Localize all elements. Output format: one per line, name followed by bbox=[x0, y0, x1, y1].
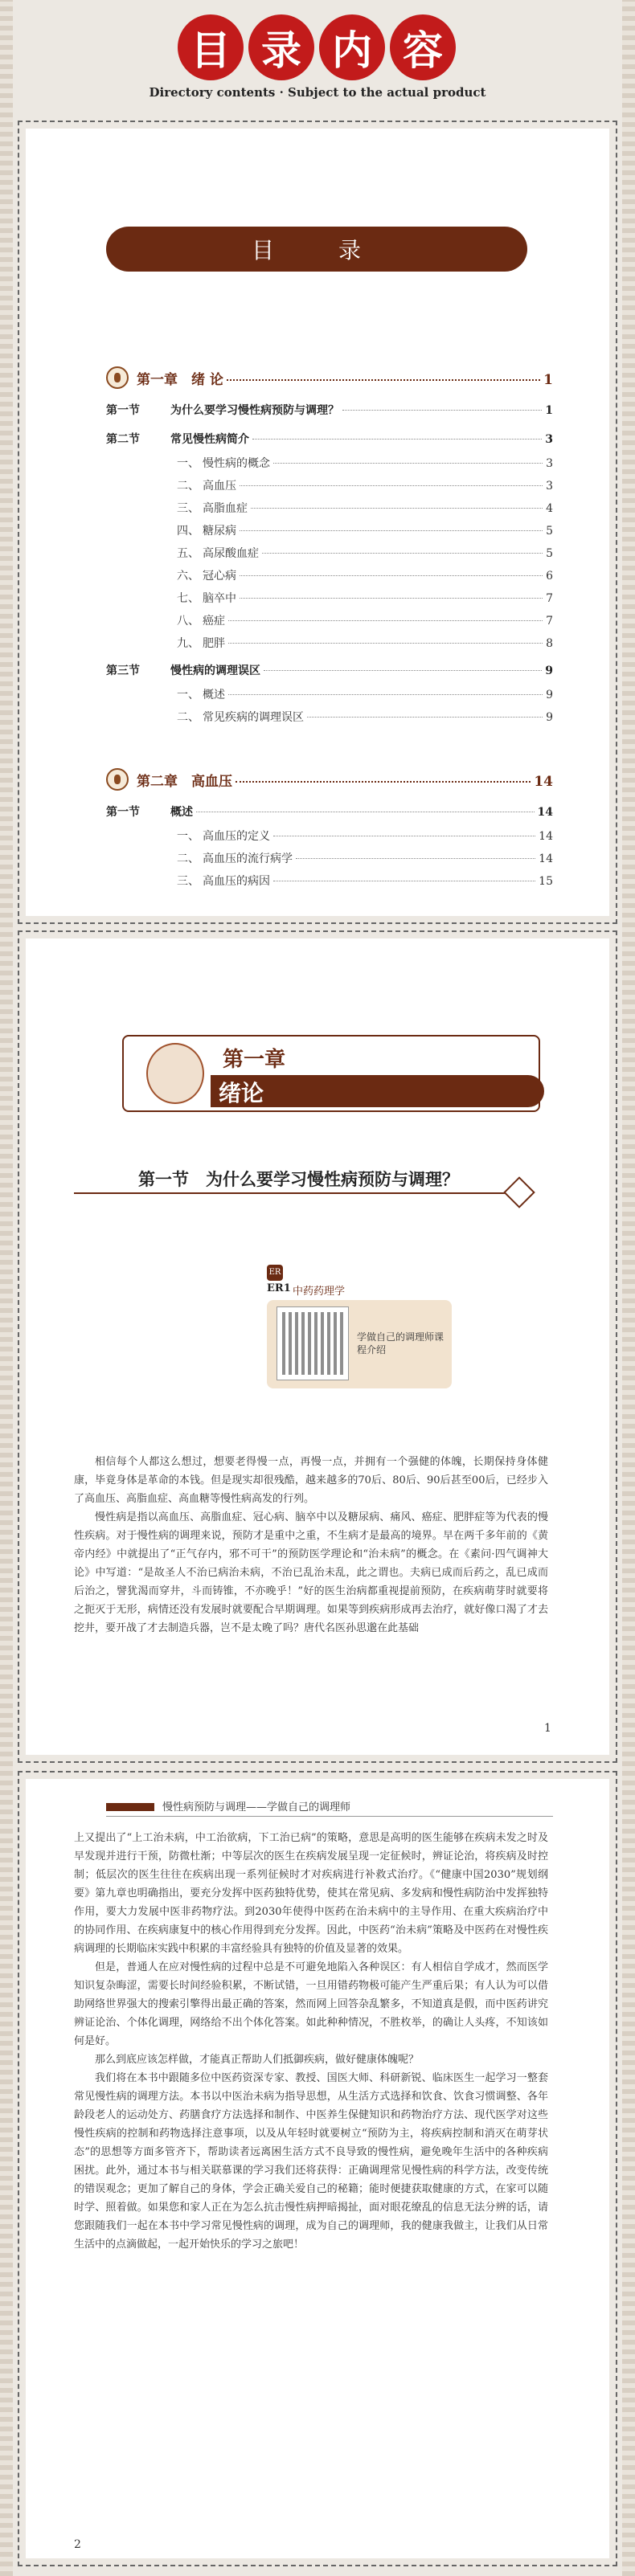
toc-page-num: 7 bbox=[546, 592, 553, 605]
toc-section-title: 为什么要学习慢性病预防与调理？ bbox=[170, 404, 339, 417]
toc-page bbox=[26, 129, 609, 916]
toc-item-title: 糖尿病 bbox=[203, 525, 236, 538]
page-number: 1 bbox=[544, 1722, 551, 1735]
body-text bbox=[74, 1829, 548, 2254]
toc-item[interactable] bbox=[106, 477, 553, 493]
page2 bbox=[26, 1779, 609, 2558]
toc-chapter-label: 第二章 高血压 bbox=[137, 774, 232, 790]
paragraph: 慢性病是指以高血压、高脂血症、冠心病、脑卒中以及糖尿病、痛风、癌症、肥胖症等为代表的慢性疾病。对于慢性病的调理来说，预防才是重中之重，不生病才是最高的境界。早在两千多年前的《黄帝内经》中就提出了“正气存内，邪不可干”的预防医学理论和“治未病”的概念。在《素问·四气调神大论》中写道：“是故圣人不治已病治未病，不治已乱治未乱，此之谓也。夫病已成而后药之，乱已成而后治之，譬犹渴而穿井，斗而铸锥，不亦晚乎！”好的医生治病都重视提前预防，在疾病萌芽时就要将之扼灭于无形，病情还没有发展时就要配合早期调理。如果等到疾病形成再去治疗，就好像口渴了才去挖井，要开战了才去制造兵器，岂不是太晚了吗？唐代名医孙思邈在此基础 bbox=[74, 1511, 548, 1634]
toc-page-num: 7 bbox=[546, 615, 553, 628]
flower-icon bbox=[106, 366, 129, 389]
chapter-number: 第一章 bbox=[223, 1048, 286, 1072]
toc-page-num: 5 bbox=[546, 547, 553, 560]
toc-title: 目 录 bbox=[251, 237, 382, 264]
toc-item-title: 常见疾病的调理误区 bbox=[203, 711, 304, 724]
section-diamond-icon bbox=[503, 1176, 535, 1208]
page-number: 2 bbox=[74, 2538, 81, 2551]
toc-page-num: 9 bbox=[546, 711, 553, 724]
paragraph: 我们将在本书中跟随多位中医药资深专家、教授、国医大师、科研新锐、临床医生一起学习一整套常见慢性病的调理方法。本书以中医治未病为指导思想，从生活方式选择和饮食、饮食习惯调整、各年龄段老人的运动处方、药膳食疗方法选择和制作、中医养生保健知识和药物治疗方法、现代医学对这些慢性疾病的控制和药物选择注意事项，以及从年轻时就要树立“预防为主，将疾病控制和消灭在萌芽状态”的思想等方面多管齐下，帮助读者远离困生活方式不良导致的慢性病，避免晚年生活中的各种疾病困扰。此外，通过本书与相关联慕课的学习我们还将获得：正确调理常见慢性病的科学方法，改变传统的错误观念；更加了解自己的身体，学会正确关爱自己的秘籍；能时便捷获取健康的方式，在家可以随时学、照着做。如果您和家人正在为怎么抗击慢性病押暗揭扯，面对眼花缭乱的信息无法分辨的话，请您跟随我们一起在本书中学习常见慢性病的调理，成为自己的调理师，我的健康我做主，让我们从日常生活中的点滴做起，一起开始快乐的学习之旅吧！ bbox=[74, 2072, 548, 2251]
toc-page-num: 14 bbox=[539, 853, 553, 865]
paragraph: 那么到底应该怎样做，才能真正帮助人们抵御疾病，做好健康体魄呢？ bbox=[95, 2054, 420, 2066]
er-name: 中药药理学 bbox=[293, 1286, 346, 1298]
title-char: 内 bbox=[319, 14, 385, 80]
toc-page-num: 5 bbox=[546, 525, 553, 538]
toc-item-title: 高血压的流行病学 bbox=[203, 853, 293, 865]
toc-page-num: 14 bbox=[537, 806, 553, 819]
toc-page-num: 8 bbox=[546, 637, 553, 650]
decorative-strip-right bbox=[622, 0, 635, 2576]
toc-item-index: 二、 bbox=[177, 711, 199, 724]
toc-title-bar bbox=[106, 227, 527, 272]
toc-item[interactable] bbox=[106, 828, 553, 844]
dot-leader bbox=[296, 858, 535, 859]
toc-item[interactable] bbox=[106, 590, 553, 606]
body-text bbox=[74, 1453, 548, 1638]
er-label: ER1 bbox=[267, 1282, 291, 1294]
decorative-strip-left bbox=[0, 0, 13, 2576]
toc-item[interactable] bbox=[106, 500, 553, 516]
toc-section-label: 第三节 bbox=[106, 664, 140, 677]
dot-leader bbox=[252, 439, 542, 440]
dot-leader bbox=[240, 485, 543, 486]
title-circles bbox=[178, 14, 456, 80]
toc-page-num: 3 bbox=[546, 480, 553, 493]
dot-leader bbox=[342, 410, 542, 411]
toc-page-num: 1 bbox=[543, 372, 553, 388]
paragraph: 上又提出了“上工治未病，中工治欲病，下工治已病”的策略，意思是高明的医生能够在疾病未发之时及早发现并进行干预，防微杜渐；中等层次的医生在疾病发展呈现一定征候时，辨证论治，将疾病及时控制；低层次的医生往往在疾病出现一系列征候时才对疾病进行补救式治疗。《“健康中国2030”规划纲要》第九章也明确指出，要充分发挥中医药独特优势，使其在常见病、多发病和慢性病防治中发挥独特作用，要大力发展中医非药物疗法。到2030年使得中医药在治未病中的主导作用、在重大疾病治疗中的协同作用、在疾病康复中的核心作用得到充分发挥。因此，中医药“治未病”策略及中医药在对慢性疾病调理的长期临床实践中积累的丰富经验具有独特的价值及显著的效果。 bbox=[74, 1832, 548, 1955]
toc-section-title: 常见慢性病简介 bbox=[170, 433, 249, 446]
toc-item[interactable] bbox=[106, 850, 553, 866]
toc-page-num: 14 bbox=[539, 830, 553, 843]
toc-page-num: 1 bbox=[545, 404, 553, 417]
toc-page-num: 9 bbox=[545, 664, 553, 677]
dot-leader bbox=[236, 781, 531, 783]
toc-item-title: 肥胖 bbox=[203, 637, 225, 650]
toc-chapter-label: 第一章 绪 论 bbox=[137, 372, 223, 388]
toc-chapter-1[interactable] bbox=[106, 362, 553, 388]
toc-item[interactable] bbox=[106, 635, 553, 651]
dot-leader bbox=[228, 620, 543, 621]
toc-item-index: 三、 bbox=[177, 502, 199, 515]
chapter-name: 绪论 bbox=[219, 1080, 264, 1106]
chapter1-page bbox=[26, 938, 609, 1755]
toc-page-num: 3 bbox=[545, 433, 553, 446]
dot-leader bbox=[264, 670, 542, 671]
toc-section-label: 第一节 bbox=[106, 806, 140, 819]
toc-item-title: 高血压的病因 bbox=[203, 875, 270, 888]
toc-item[interactable] bbox=[106, 567, 553, 583]
toc-item-title: 高血压 bbox=[203, 480, 236, 493]
toc-item[interactable] bbox=[106, 455, 553, 471]
toc-page-num: 14 bbox=[534, 774, 553, 790]
toc-item-index: 八、 bbox=[177, 615, 199, 628]
dot-leader bbox=[307, 717, 543, 718]
toc-section[interactable] bbox=[106, 662, 553, 678]
dot-leader bbox=[251, 508, 543, 509]
toc-section-title: 概述 bbox=[170, 806, 193, 819]
toc-item-index: 四、 bbox=[177, 525, 199, 538]
toc-item[interactable] bbox=[106, 545, 553, 561]
toc-item[interactable] bbox=[106, 709, 553, 725]
toc-item-title: 脑卒中 bbox=[203, 592, 236, 605]
qr-card[interactable] bbox=[267, 1300, 452, 1388]
toc-page-num: 3 bbox=[546, 457, 553, 470]
toc-item-index: 二、 bbox=[177, 480, 199, 493]
toc-item-title: 癌症 bbox=[203, 615, 225, 628]
toc-section[interactable] bbox=[106, 431, 553, 447]
dot-leader bbox=[273, 463, 543, 464]
toc-item-title: 高血压的定义 bbox=[203, 830, 270, 843]
toc-page-num: 9 bbox=[546, 689, 553, 701]
dot-leader bbox=[240, 530, 543, 531]
section-heading: 第一节 为什么要学习慢性病预防与调理？ bbox=[138, 1170, 459, 1189]
title-char: 目 bbox=[178, 14, 244, 80]
page2-panel bbox=[18, 1771, 617, 2566]
toc-item[interactable] bbox=[106, 612, 553, 628]
flower-icon bbox=[146, 1043, 204, 1104]
toc-section[interactable] bbox=[106, 803, 553, 820]
toc-item-index: 一、 bbox=[177, 689, 199, 701]
toc-page-num: 4 bbox=[546, 502, 553, 515]
toc-item-index: 五、 bbox=[177, 547, 199, 560]
running-header: 慢性病预防与调理——学做自己的调理师 bbox=[162, 1801, 351, 1813]
title-char: 录 bbox=[248, 14, 314, 80]
dot-leader bbox=[228, 643, 543, 644]
chapter1-panel bbox=[18, 930, 617, 1763]
toc-item-title: 概述 bbox=[203, 689, 225, 701]
toc-item-index: 二、 bbox=[177, 853, 199, 865]
toc-item-index: 三、 bbox=[177, 875, 199, 888]
chapter-tag bbox=[122, 1035, 540, 1112]
toc-section-label: 第二节 bbox=[106, 433, 140, 446]
paragraph: 相信每个人都这么想过，想要老得慢一点，再慢一点，并拥有一个强健的体魄，长期保持身体健康，毕竟身体是革命的本钱。但是现实却很残酷，越来越多的70后、80后、90后甚至00后，已经步入了高血压、高脂血症、高血糖等慢性病高发的行列。 bbox=[74, 1456, 548, 1505]
toc-item[interactable] bbox=[106, 686, 553, 702]
toc-panel bbox=[18, 121, 617, 924]
toc-chapter-2[interactable] bbox=[106, 763, 553, 790]
toc-item-index: 七、 bbox=[177, 592, 199, 605]
toc-page-num: 6 bbox=[546, 570, 553, 583]
running-header-rule bbox=[106, 1816, 553, 1817]
qr-caption: 学做自己的调理师课程介绍 bbox=[357, 1331, 444, 1355]
toc-item-title: 冠心病 bbox=[203, 570, 236, 583]
toc-item-index: 六、 bbox=[177, 570, 199, 583]
dot-leader bbox=[240, 575, 543, 576]
toc-section-label: 第一节 bbox=[106, 404, 140, 417]
dot-leader bbox=[227, 379, 540, 381]
title-char: 容 bbox=[390, 14, 456, 80]
toc-item-index: 九、 bbox=[177, 637, 199, 650]
toc-item-index: 一、 bbox=[177, 830, 199, 843]
dot-leader bbox=[262, 553, 543, 554]
dot-leader bbox=[240, 598, 543, 599]
toc-item[interactable] bbox=[106, 522, 553, 538]
toc-item-title: 高尿酸血症 bbox=[203, 547, 259, 560]
toc-item-index: 一、 bbox=[177, 457, 199, 470]
running-header-bar bbox=[106, 1803, 154, 1811]
toc-section[interactable] bbox=[106, 402, 553, 418]
flower-icon bbox=[106, 768, 129, 791]
toc-page-num: 15 bbox=[539, 875, 553, 888]
dot-leader bbox=[228, 694, 543, 695]
section-underline bbox=[74, 1192, 508, 1194]
paragraph: 但是，普通人在应对慢性病的过程中总是不可避免地陷入各种误区：有人相信自学成才，然而医学知识复杂晦涩，需要长时间经验积累，不断试错，一旦用错药物极可能产生严重后果；有人认为可以借助网络世界强大的搜索引擎得出最正确的答案，然而网上回答杂乱繁多，不知道真是假，而中医药讲究辨证论治、个体化调理，网络给不出个体化答案。如此种种情况，不胜枚举，的确让人头疼，不知该如何是好。 bbox=[74, 1961, 548, 2047]
header bbox=[0, 0, 635, 121]
toc-section-title: 慢性病的调理误区 bbox=[170, 664, 260, 677]
toc-item[interactable] bbox=[106, 873, 553, 889]
toc-item-title: 慢性病的概念 bbox=[203, 457, 270, 470]
header-subtitle: Directory contents · Subject to the actual product bbox=[149, 85, 486, 100]
toc-item-title: 高脂血症 bbox=[203, 502, 248, 515]
er-icon: ER bbox=[267, 1265, 283, 1281]
qr-code-icon[interactable] bbox=[277, 1306, 349, 1380]
